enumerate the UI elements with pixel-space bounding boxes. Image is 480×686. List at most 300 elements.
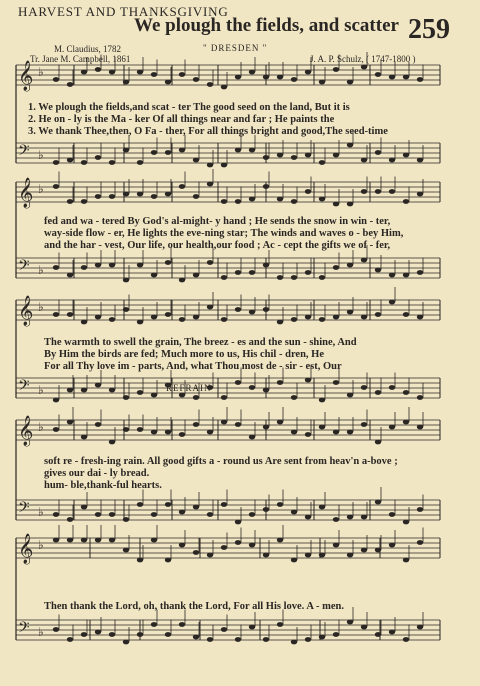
- note-head: [291, 155, 297, 160]
- note-head: [305, 432, 311, 437]
- note-head: [291, 558, 297, 563]
- hymn-number: 259: [408, 14, 450, 45]
- note-head: [193, 158, 199, 163]
- note-head: [291, 275, 297, 280]
- note-head: [305, 270, 311, 275]
- note-head: [53, 512, 59, 517]
- note-head: [67, 388, 73, 393]
- note-head: [221, 627, 227, 632]
- note-head: [403, 420, 409, 425]
- bass-clef: 𝄢: [18, 619, 30, 640]
- note-head: [235, 148, 241, 153]
- note-head: [235, 270, 241, 275]
- note-head: [403, 390, 409, 395]
- note-head: [123, 278, 129, 283]
- note-head: [333, 380, 339, 385]
- note-head: [333, 430, 339, 435]
- verse-line: 2. He on - ly is the Ma - ker Of all things near and far ; He paints the: [28, 114, 335, 125]
- note-head: [361, 385, 367, 390]
- note-head: [249, 385, 255, 390]
- note-head: [277, 380, 283, 385]
- note-head: [193, 273, 199, 278]
- note-head: [179, 622, 185, 627]
- note-head: [319, 80, 325, 85]
- note-head: [221, 163, 227, 168]
- treble-clef: 𝄞: [18, 534, 34, 564]
- hymn-title: We plough the fields, and scatter: [134, 15, 399, 36]
- note-head: [179, 393, 185, 398]
- note-head: [235, 422, 241, 427]
- note-head: [277, 153, 283, 158]
- note-head: [207, 430, 213, 435]
- note-head: [361, 625, 367, 630]
- note-head: [109, 194, 115, 199]
- note-head: [263, 637, 269, 642]
- note-head: [67, 158, 73, 163]
- note-head: [95, 315, 101, 320]
- note-head: [221, 199, 227, 204]
- note-head: [123, 427, 129, 432]
- note-head: [67, 538, 73, 543]
- note-head: [207, 260, 213, 265]
- note-head: [277, 538, 283, 543]
- note-head: [151, 150, 157, 155]
- note-head: [263, 263, 269, 268]
- note-head: [319, 635, 325, 640]
- note-head: [389, 385, 395, 390]
- note-head: [207, 553, 213, 558]
- note-head: [109, 160, 115, 165]
- note-head: [179, 72, 185, 77]
- note-head: [277, 75, 283, 80]
- note-head: [375, 189, 381, 194]
- note-head: [305, 153, 311, 158]
- note-head: [361, 548, 367, 553]
- note-head: [137, 427, 143, 432]
- note-head: [123, 148, 129, 153]
- note-head: [417, 425, 423, 430]
- note-head: [53, 184, 59, 189]
- note-head: [137, 558, 143, 563]
- note-head: [263, 388, 269, 393]
- note-head: [417, 270, 423, 275]
- note-head: [375, 268, 381, 273]
- note-head: [109, 263, 115, 268]
- note-head: [193, 315, 199, 320]
- verse-line: way-side flow - er, He lights the eve-ning star; The winds and waves o - bey Him,: [44, 228, 404, 239]
- note-head: [221, 395, 227, 400]
- note-head: [389, 630, 395, 635]
- note-head: [123, 395, 129, 400]
- note-head: [151, 538, 157, 543]
- note-head: [221, 545, 227, 550]
- tune-name: " DRESDEN ": [203, 43, 268, 53]
- note-head: [67, 637, 73, 642]
- key-flat: ♭: [38, 625, 44, 639]
- note-head: [207, 82, 213, 87]
- note-head: [389, 189, 395, 194]
- note-head: [347, 80, 353, 85]
- note-head: [151, 512, 157, 517]
- note-head: [417, 192, 423, 197]
- note-head: [417, 315, 423, 320]
- treble-clef: 𝄞: [18, 61, 34, 91]
- verse-line: Then thank the Lord, oh, thank the Lord, For all His love. A - men.: [44, 601, 344, 612]
- verse-line: 1. We plough the fields,and scat - ter The good seed on the land, But it is: [28, 102, 350, 113]
- note-head: [137, 502, 143, 507]
- note-head: [263, 155, 269, 160]
- note-head: [109, 632, 115, 637]
- note-head: [123, 80, 129, 85]
- note-head: [347, 620, 353, 625]
- note-head: [333, 67, 339, 72]
- treble-clef: 𝄞: [18, 296, 34, 326]
- note-head: [389, 300, 395, 305]
- verse-line: gives our dai - ly bread.: [44, 468, 150, 479]
- note-head: [235, 520, 241, 525]
- note-head: [179, 148, 185, 153]
- note-head: [375, 440, 381, 445]
- note-head: [347, 143, 353, 148]
- note-head: [67, 312, 73, 317]
- key-flat: ♭: [38, 505, 44, 519]
- note-head: [291, 77, 297, 82]
- bass-clef: 𝄢: [18, 142, 30, 163]
- note-head: [375, 72, 381, 77]
- note-head: [67, 273, 73, 278]
- note-head: [221, 275, 227, 280]
- note-head: [137, 320, 143, 325]
- note-head: [417, 507, 423, 512]
- note-head: [193, 194, 199, 199]
- verse-line: fed and wa - tered By God's al-might- y hand ; He sends the snow in win - ter,: [44, 216, 391, 227]
- note-head: [389, 512, 395, 517]
- bass-clef: 𝄢: [18, 499, 30, 520]
- note-head: [249, 70, 255, 75]
- note-head: [263, 184, 269, 189]
- note-head: [305, 515, 311, 520]
- treble-clef: 𝄞: [18, 416, 34, 446]
- note-head: [263, 553, 269, 558]
- note-head: [179, 543, 185, 548]
- note-head: [53, 398, 59, 403]
- note-head: [109, 388, 115, 393]
- note-head: [291, 317, 297, 322]
- note-head: [193, 635, 199, 640]
- note-head: [319, 398, 325, 403]
- note-head: [81, 435, 87, 440]
- note-head: [109, 538, 115, 543]
- note-head: [277, 502, 283, 507]
- note-head: [165, 80, 171, 85]
- note-head: [417, 158, 423, 163]
- note-head: [53, 627, 59, 632]
- note-head: [375, 500, 381, 505]
- note-head: [151, 194, 157, 199]
- note-head: [277, 320, 283, 325]
- note-head: [361, 189, 367, 194]
- note-head: [165, 632, 171, 637]
- note-head: [123, 307, 129, 312]
- note-head: [249, 543, 255, 548]
- note-head: [347, 263, 353, 268]
- verse-line: The warmth to swell the grain, The breez - es and the sun - shine, And: [44, 337, 357, 348]
- key-flat: ♭: [38, 148, 44, 162]
- note-head: [165, 260, 171, 265]
- note-head: [123, 548, 129, 553]
- note-head: [81, 265, 87, 270]
- note-head: [347, 515, 353, 520]
- note-head: [165, 150, 171, 155]
- note-head: [95, 383, 101, 388]
- note-head: [389, 543, 395, 548]
- verse-line: soft re - fresh-ing rain. All good gifts a - round us Are sent from heav'n a-bove ;: [44, 456, 398, 467]
- note-head: [67, 420, 73, 425]
- note-head: [81, 505, 87, 510]
- note-head: [109, 70, 115, 75]
- note-head: [179, 278, 185, 283]
- note-head: [235, 75, 241, 80]
- note-head: [53, 265, 59, 270]
- note-head: [263, 75, 269, 80]
- note-head: [109, 440, 115, 445]
- note-head: [417, 77, 423, 82]
- note-head: [333, 543, 339, 548]
- note-head: [305, 553, 311, 558]
- note-head: [375, 390, 381, 395]
- note-head: [333, 153, 339, 158]
- key-flat: ♭: [38, 65, 44, 79]
- refrain-label: REFRAIN: [166, 383, 212, 393]
- section-heading: HARVEST AND THANKSGIVING: [18, 4, 229, 19]
- note-head: [375, 150, 381, 155]
- note-head: [193, 550, 199, 555]
- note-head: [403, 558, 409, 563]
- note-head: [347, 310, 353, 315]
- note-head: [81, 199, 87, 204]
- note-head: [165, 558, 171, 563]
- note-head: [319, 553, 325, 558]
- note-head: [53, 77, 59, 82]
- note-head: [207, 305, 213, 310]
- note-head: [319, 505, 325, 510]
- note-head: [361, 65, 367, 70]
- note-head: [403, 75, 409, 80]
- note-head: [137, 632, 143, 637]
- note-head: [67, 199, 73, 204]
- note-head: [319, 197, 325, 202]
- note-head: [291, 640, 297, 645]
- note-head: [53, 538, 59, 543]
- note-head: [235, 307, 241, 312]
- note-head: [277, 420, 283, 425]
- note-head: [347, 202, 353, 207]
- note-head: [389, 425, 395, 430]
- note-head: [403, 312, 409, 317]
- note-head: [95, 67, 101, 72]
- note-head: [249, 270, 255, 275]
- bass-clef: 𝄢: [18, 377, 30, 398]
- note-head: [179, 184, 185, 189]
- translator-credit: Tr. Jane M. Campbell, 1861: [30, 54, 131, 64]
- note-head: [151, 622, 157, 627]
- note-head: [137, 263, 143, 268]
- note-head: [403, 199, 409, 204]
- note-head: [277, 275, 283, 280]
- note-head: [417, 395, 423, 400]
- note-head: [291, 510, 297, 515]
- note-head: [305, 637, 311, 642]
- note-head: [165, 502, 171, 507]
- note-head: [235, 637, 241, 642]
- key-flat: ♭: [38, 383, 44, 397]
- note-head: [53, 427, 59, 432]
- key-flat: ♭: [38, 263, 44, 277]
- note-head: [361, 158, 367, 163]
- bass-clef: 𝄢: [18, 257, 30, 278]
- note-head: [95, 155, 101, 160]
- note-head: [67, 517, 73, 522]
- note-head: [249, 435, 255, 440]
- note-head: [291, 199, 297, 204]
- note-head: [361, 422, 367, 427]
- note-head: [375, 548, 381, 553]
- composer-credit: J. A. P. Schulz, ( 1747-1800 ): [310, 54, 416, 64]
- note-head: [277, 197, 283, 202]
- note-head: [319, 160, 325, 165]
- note-head: [81, 538, 87, 543]
- note-head: [109, 512, 115, 517]
- note-head: [221, 420, 227, 425]
- note-head: [361, 258, 367, 263]
- note-head: [319, 275, 325, 280]
- note-head: [207, 163, 213, 168]
- note-head: [347, 553, 353, 558]
- note-head: [193, 422, 199, 427]
- note-head: [95, 630, 101, 635]
- note-head: [221, 85, 227, 90]
- note-head: [389, 273, 395, 278]
- note-head: [95, 512, 101, 517]
- note-head: [179, 510, 185, 515]
- note-head: [403, 520, 409, 525]
- note-head: [137, 390, 143, 395]
- note-head: [333, 315, 339, 320]
- note-head: [123, 192, 129, 197]
- key-flat: ♭: [38, 182, 44, 196]
- note-head: [207, 182, 213, 187]
- note-head: [263, 425, 269, 430]
- note-head: [193, 395, 199, 400]
- note-head: [81, 632, 87, 637]
- note-head: [333, 265, 339, 270]
- note-head: [249, 512, 255, 517]
- note-head: [333, 632, 339, 637]
- note-head: [165, 430, 171, 435]
- note-head: [417, 540, 423, 545]
- key-flat: ♭: [38, 420, 44, 434]
- note-head: [403, 273, 409, 278]
- note-head: [277, 622, 283, 627]
- note-head: [249, 197, 255, 202]
- note-head: [95, 194, 101, 199]
- note-head: [319, 425, 325, 430]
- note-head: [221, 317, 227, 322]
- note-head: [333, 517, 339, 522]
- verse-line: and the har - vest, Our life, our health,our food ; Ac - cept the gifts we of - fer,: [44, 240, 391, 251]
- key-flat: ♭: [38, 300, 44, 314]
- note-head: [263, 507, 269, 512]
- note-head: [81, 160, 87, 165]
- note-head: [207, 512, 213, 517]
- note-head: [389, 75, 395, 80]
- note-head: [417, 625, 423, 630]
- note-head: [375, 312, 381, 317]
- note-head: [81, 320, 87, 325]
- note-head: [123, 640, 129, 645]
- note-head: [151, 315, 157, 320]
- note-head: [235, 380, 241, 385]
- note-head: [221, 502, 227, 507]
- note-head: [403, 637, 409, 642]
- note-head: [151, 72, 157, 77]
- note-head: [179, 317, 185, 322]
- note-head: [151, 273, 157, 278]
- note-head: [95, 538, 101, 543]
- verse-line: hum- ble,thank-ful hearts.: [44, 480, 162, 491]
- note-head: [361, 315, 367, 320]
- note-head: [249, 148, 255, 153]
- note-head: [123, 517, 129, 522]
- note-head: [249, 625, 255, 630]
- note-head: [137, 70, 143, 75]
- note-head: [67, 82, 73, 87]
- verse-line: For all Thy love im - parts, And, what Thou most de - sir - est, Our: [44, 361, 342, 372]
- note-head: [291, 395, 297, 400]
- note-head: [249, 310, 255, 315]
- treble-clef: 𝄞: [18, 178, 34, 208]
- key-flat: ♭: [38, 538, 44, 552]
- note-head: [109, 317, 115, 322]
- note-head: [151, 430, 157, 435]
- note-head: [53, 160, 59, 165]
- note-head: [53, 312, 59, 317]
- note-head: [235, 540, 241, 545]
- note-head: [361, 515, 367, 520]
- note-head: [95, 422, 101, 427]
- note-head: [207, 637, 213, 642]
- note-head: [137, 160, 143, 165]
- note-head: [81, 388, 87, 393]
- note-head: [305, 70, 311, 75]
- note-head: [305, 189, 311, 194]
- note-head: [193, 505, 199, 510]
- note-head: [193, 77, 199, 82]
- author-credit: M. Claudius, 1782: [54, 44, 122, 54]
- note-head: [81, 70, 87, 75]
- note-head: [305, 378, 311, 383]
- note-head: [165, 312, 171, 317]
- note-head: [347, 430, 353, 435]
- note-head: [333, 202, 339, 207]
- note-head: [165, 192, 171, 197]
- note-head: [305, 315, 311, 320]
- note-head: [151, 393, 157, 398]
- verse-line: By Him the birds are fed; Much more to us, His chil - dren, He: [44, 349, 324, 360]
- note-head: [235, 199, 241, 204]
- note-head: [389, 158, 395, 163]
- note-head: [137, 192, 143, 197]
